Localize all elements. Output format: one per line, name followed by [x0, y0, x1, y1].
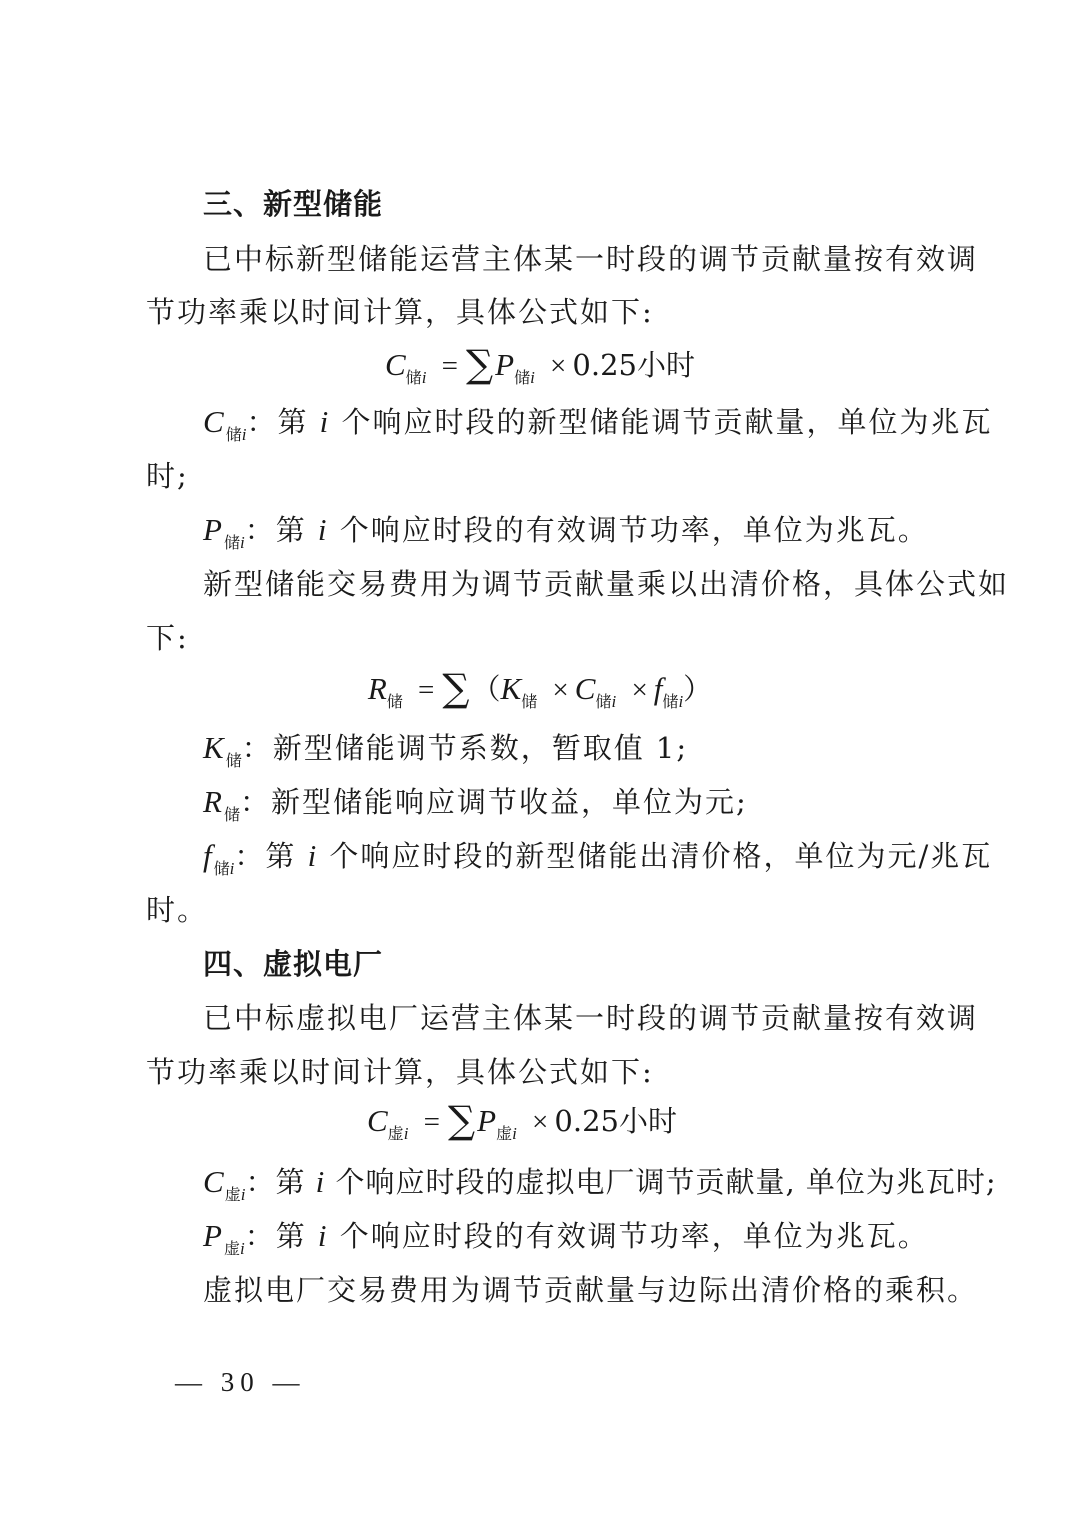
page-number: — 30 — [175, 1367, 306, 1397]
formula-storage-contribution: $C_{储i} = \sum P_{储i} \times 0.25$小时 [384, 342, 695, 387]
paragraph-vpp-fee: 虚拟电厂交易费用为调节贡献量与边际出清价格的乘积。 [203, 1273, 979, 1307]
definition-storage-r: $R_储$：新型储能响应调节收益，单位为元; [203, 784, 748, 824]
definition-storage-c: $C_{储i}$：第 i 个响应时段的新型储能调节贡献量，单位为兆瓦 [203, 404, 993, 444]
definition-storage-f-cont: 时。 [146, 893, 209, 927]
definition-storage-k: $K_储$：新型储能调节系数，暂取值 1; [203, 730, 689, 770]
paragraph-storage-fee-line2: 下: [146, 621, 189, 655]
definition-storage-c-cont: 时; [146, 459, 189, 493]
definition-storage-f: $f_{储i}$：第 i 个响应时段的新型储能出清价格，单位为元/兆瓦 [203, 838, 993, 878]
paragraph-storage-intro-line1: 已中标新型储能运营主体某一时段的调节贡献量按有效调 [203, 242, 979, 276]
section-heading-storage: 三、新型储能 [203, 187, 384, 221]
formula-vpp-contribution: $C_{虚i} = \sum P_{虚i} \times 0.25$小时 [366, 1098, 677, 1143]
formula-storage-revenue: $R_储 = \sum(K_储 \times C_{储i} \times f_{储i})$ [367, 666, 713, 711]
definition-storage-p: $P_{储i}$：第 i 个响应时段的有效调节功率，单位为兆瓦。 [203, 512, 929, 552]
paragraph-storage-intro-line2: 节功率乘以时间计算，具体公式如下: [146, 295, 654, 329]
definition-vpp-p: $P_{虚i}$：第 i 个响应时段的有效调节功率，单位为兆瓦。 [203, 1218, 929, 1258]
paragraph-vpp-intro-line2: 节功率乘以时间计算，具体公式如下: [146, 1055, 654, 1089]
definition-vpp-c: $C_{虚i}$：第 i 个响应时段的虚拟电厂调节贡献量, 单位为兆瓦时; [203, 1164, 997, 1204]
paragraph-storage-fee-line1: 新型储能交易费用为调节贡献量乘以出清价格，具体公式如 [203, 567, 1010, 601]
paragraph-vpp-intro-line1: 已中标虚拟电厂运营主体某一时段的调节贡献量按有效调 [203, 1001, 979, 1035]
section-heading-virtual-plant: 四、虚拟电厂 [203, 947, 384, 981]
